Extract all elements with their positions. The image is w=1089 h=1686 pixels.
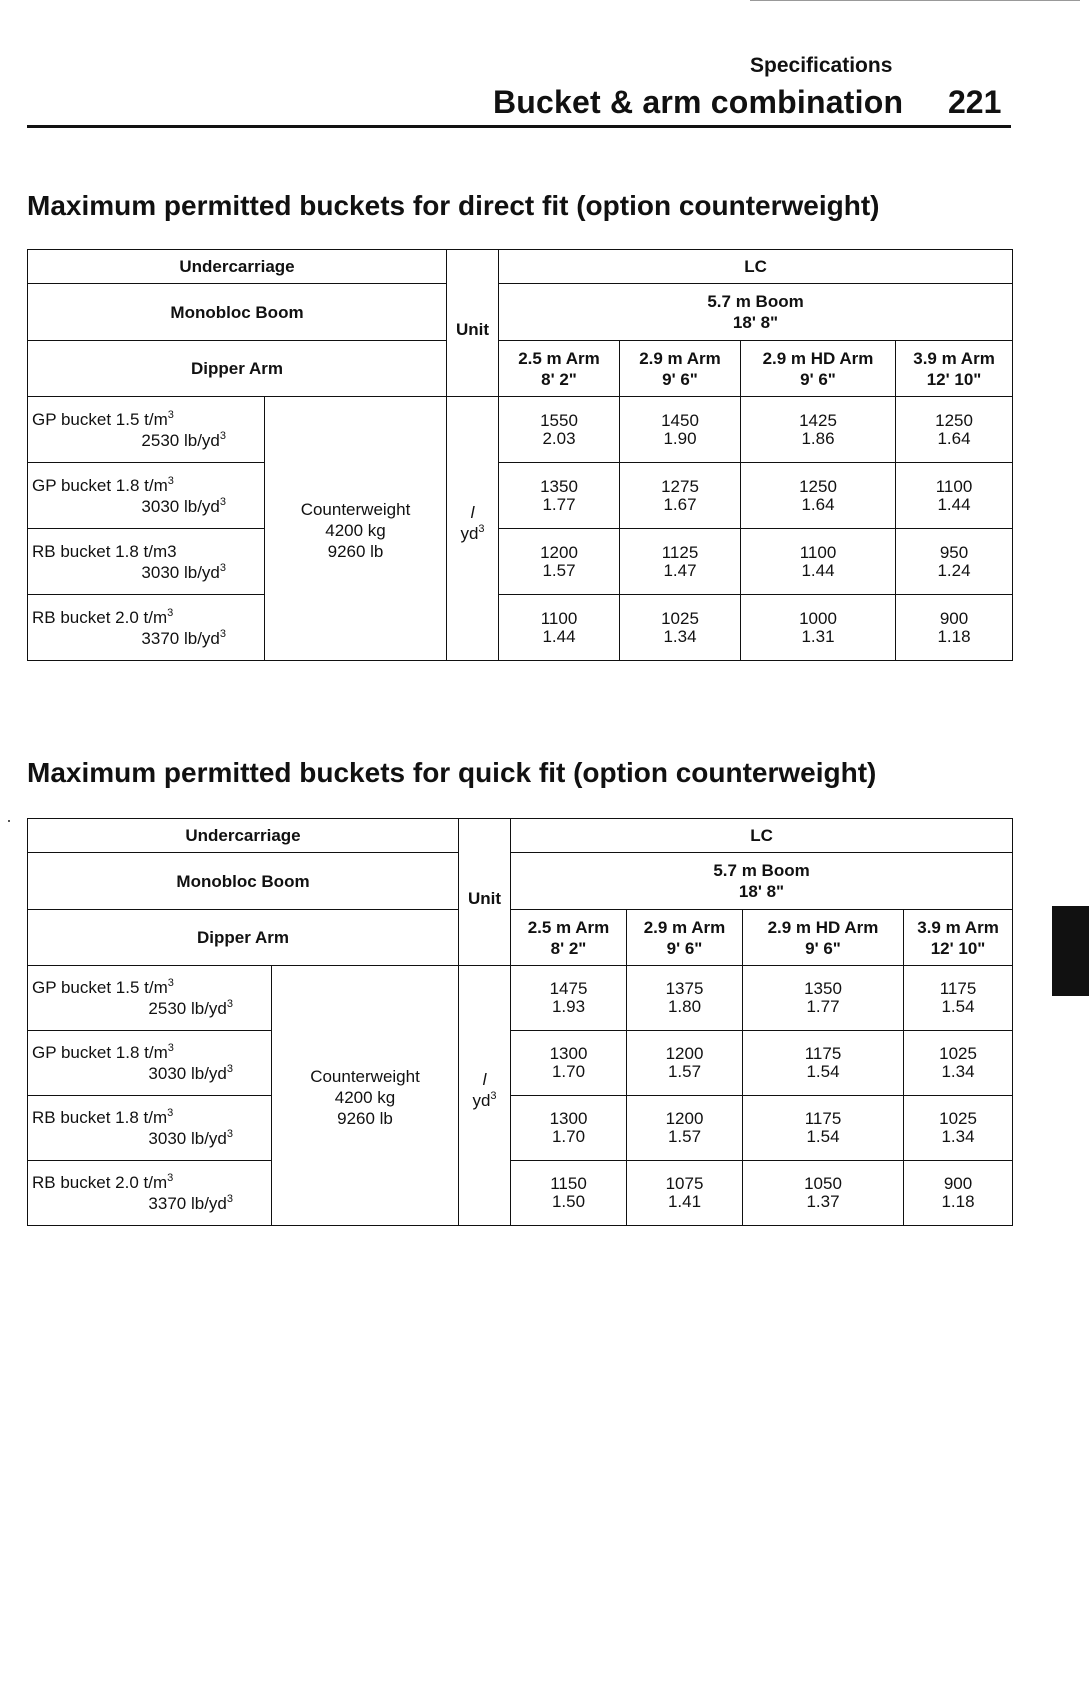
boom-value xyxy=(511,853,1013,910)
capacity-cell xyxy=(511,1096,627,1161)
capacity-cubic-yards: 2.03 xyxy=(542,428,576,448)
capacity-cell xyxy=(620,397,741,463)
capacity-litres: 1250 xyxy=(799,476,837,496)
bucket-density-metric xyxy=(32,541,260,562)
capacity-cubic-yards: 1.64 xyxy=(801,494,835,514)
capacity-cell xyxy=(743,1161,904,1226)
capacity-litres: 900 xyxy=(939,608,969,628)
superscript: 3 xyxy=(490,1089,497,1102)
capacity-litres: 1025 xyxy=(661,608,699,628)
bucket-density-imperial xyxy=(32,562,260,583)
capacity-cubic-yards: 1.31 xyxy=(801,626,835,646)
counterweight-kg: 4200 kg xyxy=(334,1088,396,1107)
capacity-cubic-yards: 1.50 xyxy=(551,1192,586,1211)
bucket-density: 2530 lb/yd xyxy=(148,999,227,1018)
capacity-cubic-yards: 1.37 xyxy=(806,1192,840,1211)
capacity-cell xyxy=(511,1031,627,1096)
unit-yd: yd xyxy=(460,523,479,543)
bucket-density-metric xyxy=(32,475,260,496)
superscript: 3 xyxy=(226,1193,233,1205)
capacity-cell xyxy=(741,529,896,595)
undercarriage-value: LC xyxy=(511,819,1013,853)
capacity-litres: 1200 xyxy=(665,1109,704,1128)
capacity-cubic-yards: 1.64 xyxy=(937,428,971,448)
capacity-cubic-yards: 1.41 xyxy=(667,1192,702,1211)
superscript: 3 xyxy=(167,606,174,619)
capacity-litres: 1300 xyxy=(549,1109,588,1128)
bucket-cell xyxy=(28,1161,272,1226)
arm-header xyxy=(499,341,620,397)
capacity-cell xyxy=(896,529,1013,595)
bucket-cell xyxy=(28,595,265,661)
bucket-density: 2530 lb/yd xyxy=(141,430,220,450)
capacity-litres: 1450 xyxy=(661,410,699,430)
bucket-density-imperial xyxy=(32,998,267,1019)
counterweight-cell xyxy=(265,397,447,661)
undercarriage-label: Undercarriage xyxy=(28,250,447,284)
capacity-cubic-yards: 1.77 xyxy=(542,494,576,514)
unit-header: Unit xyxy=(447,250,499,397)
boom-value xyxy=(499,284,1013,341)
capacity-litres: 1125 xyxy=(661,542,699,562)
arm-metric: 3.9 m Arm xyxy=(913,348,995,368)
capacity-cubic-yards: 1.44 xyxy=(937,494,971,514)
table-row xyxy=(28,397,1013,463)
capacity-cell xyxy=(741,397,896,463)
superscript: 3 xyxy=(167,1107,174,1119)
arm-imperial: 8' 2" xyxy=(541,369,577,389)
boom-imperial: 18' 8" xyxy=(732,313,779,332)
capacity-litres: 1200 xyxy=(665,1044,704,1063)
arm-imperial: 9' 6" xyxy=(805,938,841,958)
capacity-litres: 1175 xyxy=(804,1044,842,1063)
capacity-cell xyxy=(896,397,1013,463)
bucket-name: RB bucket 2.0 t/m xyxy=(32,607,168,627)
bucket-density-metric xyxy=(32,977,267,998)
capacity-cell xyxy=(741,463,896,529)
capacity-litres: 1025 xyxy=(939,1109,977,1128)
dipper-arm-label: Dipper Arm xyxy=(28,910,459,966)
bucket-density-metric xyxy=(32,409,260,430)
quick-fit-table xyxy=(27,818,1013,1226)
capacity-cell xyxy=(743,1096,904,1161)
bucket-density: 3030 lb/yd xyxy=(148,1064,227,1083)
bucket-density-metric xyxy=(32,607,260,628)
capacity-litres: 1350 xyxy=(804,979,842,998)
arm-metric: 2.9 m HD Arm xyxy=(762,348,874,368)
header-row xyxy=(28,819,1013,853)
thumb-tab-marker xyxy=(1052,906,1089,996)
section-label: Specifications xyxy=(750,54,893,77)
capacity-cell xyxy=(627,1161,743,1226)
arm-header xyxy=(741,341,896,397)
capacity-cell xyxy=(627,1096,743,1161)
capacity-litres: 1375 xyxy=(665,979,704,998)
capacity-cell xyxy=(627,966,743,1031)
arm-metric: 2.5 m Arm xyxy=(527,917,610,937)
page-number: 221 xyxy=(948,84,1002,120)
header-row xyxy=(28,284,1013,341)
boom-metric: 5.7 m Boom xyxy=(707,292,804,311)
capacity-cell xyxy=(896,463,1013,529)
header-row xyxy=(28,910,1013,966)
unit-cell xyxy=(459,966,511,1226)
capacity-litres: 1075 xyxy=(665,1174,704,1193)
table-row xyxy=(28,595,1013,661)
counterweight-lb: 9260 lb xyxy=(327,542,384,561)
bucket-name: GP bucket 1.8 t/m xyxy=(32,1043,168,1062)
undercarriage-label: Undercarriage xyxy=(28,819,459,853)
unit-yd: yd xyxy=(472,1090,491,1110)
arm-imperial: 9' 6" xyxy=(800,369,836,389)
capacity-litres: 1275 xyxy=(661,476,699,496)
capacity-cell xyxy=(896,595,1013,661)
superscript: 3 xyxy=(219,429,226,442)
boom-label: Monobloc Boom xyxy=(28,853,459,910)
capacity-cell xyxy=(499,397,620,463)
superscript: 3 xyxy=(219,561,226,574)
scan-speck xyxy=(8,820,10,822)
superscript: 3 xyxy=(167,408,174,421)
arm-imperial: 9' 6" xyxy=(666,938,703,958)
arm-header xyxy=(743,910,904,966)
bucket-name: RB bucket 1.8 t/m xyxy=(32,1108,168,1127)
capacity-cubic-yards: 1.24 xyxy=(937,560,971,580)
bucket-name: GP bucket 1.5 t/m xyxy=(32,978,168,997)
header-row xyxy=(28,341,1013,397)
superscript: 3 xyxy=(167,474,174,487)
boom-imperial: 18' 8" xyxy=(738,882,785,901)
capacity-litres: 1425 xyxy=(799,410,837,430)
capacity-cell xyxy=(904,1096,1013,1161)
capacity-cell xyxy=(620,529,741,595)
dipper-arm-label: Dipper Arm xyxy=(28,341,447,397)
capacity-cubic-yards: 1.57 xyxy=(667,1127,702,1146)
capacity-litres: 1550 xyxy=(540,410,578,430)
capacity-cubic-yards: 1.54 xyxy=(941,997,975,1016)
capacity-litres: 1000 xyxy=(799,608,837,628)
capacity-litres: 900 xyxy=(943,1174,973,1193)
bucket-cell xyxy=(28,529,265,595)
bucket-density-imperial xyxy=(32,1063,267,1084)
unit-litre: l xyxy=(482,1069,487,1089)
direct-fit-table xyxy=(27,249,1013,661)
capacity-litres: 1175 xyxy=(939,979,977,998)
arm-header xyxy=(627,910,743,966)
bucket-density-imperial xyxy=(32,1193,267,1214)
capacity-cell xyxy=(511,966,627,1031)
superscript: 3 xyxy=(226,1128,233,1140)
arm-metric: 2.9 m HD Arm xyxy=(767,917,879,937)
capacity-litres: 1150 xyxy=(550,1174,587,1193)
capacity-cell xyxy=(620,595,741,661)
arm-metric: 2.5 m Arm xyxy=(518,348,600,368)
undercarriage-value: LC xyxy=(499,250,1013,284)
table-row xyxy=(28,463,1013,529)
table-row xyxy=(28,529,1013,595)
capacity-cubic-yards: 1.18 xyxy=(937,626,971,646)
capacity-cell xyxy=(904,1031,1013,1096)
unit-header: Unit xyxy=(459,819,511,966)
page-title: Bucket & arm combination xyxy=(493,84,904,120)
bucket-name: RB bucket 1.8 t/m3 xyxy=(32,541,177,561)
bucket-density-imperial xyxy=(32,1128,267,1149)
capacity-cell xyxy=(904,1161,1013,1226)
capacity-litres: 1100 xyxy=(799,542,837,562)
unit-cell xyxy=(447,397,499,661)
capacity-litres: 1475 xyxy=(549,979,588,998)
capacity-cell xyxy=(627,1031,743,1096)
bucket-density-metric xyxy=(32,1107,267,1128)
capacity-litres: 1100 xyxy=(935,476,973,496)
bucket-density-metric xyxy=(32,1042,267,1063)
capacity-litres: 1250 xyxy=(935,410,973,430)
bucket-density-imperial xyxy=(32,430,260,451)
superscript: 3 xyxy=(167,977,174,989)
header-row xyxy=(28,250,1013,284)
superscript: 3 xyxy=(226,1063,233,1075)
bucket-cell xyxy=(28,1096,272,1161)
arm-metric: 3.9 m Arm xyxy=(917,917,999,937)
unit-cubic-yard xyxy=(459,1090,510,1111)
bucket-density: 3370 lb/yd xyxy=(148,1194,227,1213)
bucket-cell xyxy=(28,966,272,1031)
capacity-cubic-yards: 1.93 xyxy=(551,997,586,1016)
capacity-litres: 1175 xyxy=(804,1109,842,1128)
bucket-cell xyxy=(28,397,265,463)
arm-metric: 2.9 m Arm xyxy=(639,348,721,368)
capacity-cubic-yards: 1.54 xyxy=(806,1127,840,1146)
capacity-litres: 1050 xyxy=(804,1174,842,1193)
capacity-litres: 1350 xyxy=(540,476,578,496)
capacity-litres: 950 xyxy=(939,542,969,562)
bucket-name: GP bucket 1.8 t/m xyxy=(32,475,168,495)
arm-imperial: 12' 10" xyxy=(930,938,986,958)
counterweight-kg: 4200 kg xyxy=(325,521,386,540)
capacity-cubic-yards: 1.34 xyxy=(663,626,697,646)
table-2-heading: Maximum permitted buckets for quick fit (option counterweight) xyxy=(27,757,877,788)
capacity-cell xyxy=(511,1161,627,1226)
capacity-cell xyxy=(499,463,620,529)
table-row xyxy=(28,966,1013,1031)
superscript: 3 xyxy=(167,1172,174,1184)
arm-imperial: 8' 2" xyxy=(550,938,587,958)
arm-imperial: 9' 6" xyxy=(662,369,698,389)
capacity-cell xyxy=(620,463,741,529)
superscript: 3 xyxy=(219,495,226,508)
bucket-density-imperial xyxy=(32,628,260,649)
capacity-cubic-yards: 1.18 xyxy=(941,1192,975,1211)
table-1-heading: Maximum permitted buckets for direct fit (option counterweight) xyxy=(27,190,880,221)
capacity-cubic-yards: 1.70 xyxy=(551,1062,586,1081)
capacity-litres: 1300 xyxy=(549,1044,588,1063)
header-row xyxy=(28,853,1013,910)
unit-cubic-yard xyxy=(447,523,498,544)
capacity-cubic-yards: 1.34 xyxy=(941,1127,975,1146)
bucket-cell xyxy=(28,463,265,529)
table-row xyxy=(28,1096,1013,1161)
bucket-density: 3370 lb/yd xyxy=(141,628,220,648)
capacity-cubic-yards: 1.44 xyxy=(542,626,576,646)
capacity-cell xyxy=(743,1031,904,1096)
capacity-litres: 1025 xyxy=(939,1044,977,1063)
counterweight-label: Counterweight xyxy=(300,500,411,519)
table-row xyxy=(28,1161,1013,1226)
arm-metric: 2.9 m Arm xyxy=(643,917,726,937)
superscript: 3 xyxy=(167,1042,174,1054)
capacity-cubic-yards: 1.34 xyxy=(941,1062,975,1081)
capacity-cell xyxy=(741,595,896,661)
arm-header xyxy=(904,910,1013,966)
boom-metric: 5.7 m Boom xyxy=(713,861,810,880)
capacity-cubic-yards: 1.90 xyxy=(663,428,697,448)
counterweight-cell xyxy=(272,966,459,1226)
capacity-cubic-yards: 1.86 xyxy=(801,428,835,448)
capacity-cubic-yards: 1.57 xyxy=(667,1062,702,1081)
boom-label: Monobloc Boom xyxy=(28,284,447,341)
counterweight-lb: 9260 lb xyxy=(337,1109,393,1128)
table-row xyxy=(28,1031,1013,1096)
capacity-cubic-yards: 1.77 xyxy=(806,997,840,1016)
capacity-cubic-yards: 1.57 xyxy=(542,560,576,580)
capacity-litres: 1200 xyxy=(540,542,578,562)
capacity-cubic-yards: 1.70 xyxy=(551,1127,586,1146)
capacity-cell xyxy=(499,529,620,595)
header-divider xyxy=(27,125,1011,128)
unit-litre: l xyxy=(470,502,475,522)
capacity-cubic-yards: 1.44 xyxy=(801,560,835,580)
bucket-name: GP bucket 1.5 t/m xyxy=(32,409,168,429)
capacity-cubic-yards: 1.47 xyxy=(663,560,697,580)
arm-header xyxy=(511,910,627,966)
capacity-cubic-yards: 1.54 xyxy=(806,1062,840,1081)
superscript: 3 xyxy=(219,627,226,640)
bucket-name: RB bucket 2.0 t/m xyxy=(32,1173,168,1192)
capacity-cubic-yards: 1.80 xyxy=(667,997,702,1016)
superscript: 3 xyxy=(226,998,233,1010)
capacity-cell xyxy=(499,595,620,661)
arm-imperial: 12' 10" xyxy=(926,369,982,389)
capacity-cell xyxy=(904,966,1013,1031)
bucket-density: 3030 lb/yd xyxy=(141,496,220,516)
bucket-density-metric xyxy=(32,1172,267,1193)
counterweight-label: Counterweight xyxy=(310,1067,420,1086)
capacity-litres: 1100 xyxy=(540,608,578,628)
top-edge-rule xyxy=(750,0,1080,1)
arm-header xyxy=(620,341,741,397)
superscript: 3 xyxy=(478,522,485,535)
bucket-density: 3030 lb/yd xyxy=(148,1129,227,1148)
capacity-cubic-yards: 1.67 xyxy=(663,494,697,514)
arm-header xyxy=(896,341,1013,397)
capacity-cell xyxy=(743,966,904,1031)
bucket-cell xyxy=(28,1031,272,1096)
bucket-density: 3030 lb/yd xyxy=(141,562,220,582)
bucket-density-imperial xyxy=(32,496,260,517)
